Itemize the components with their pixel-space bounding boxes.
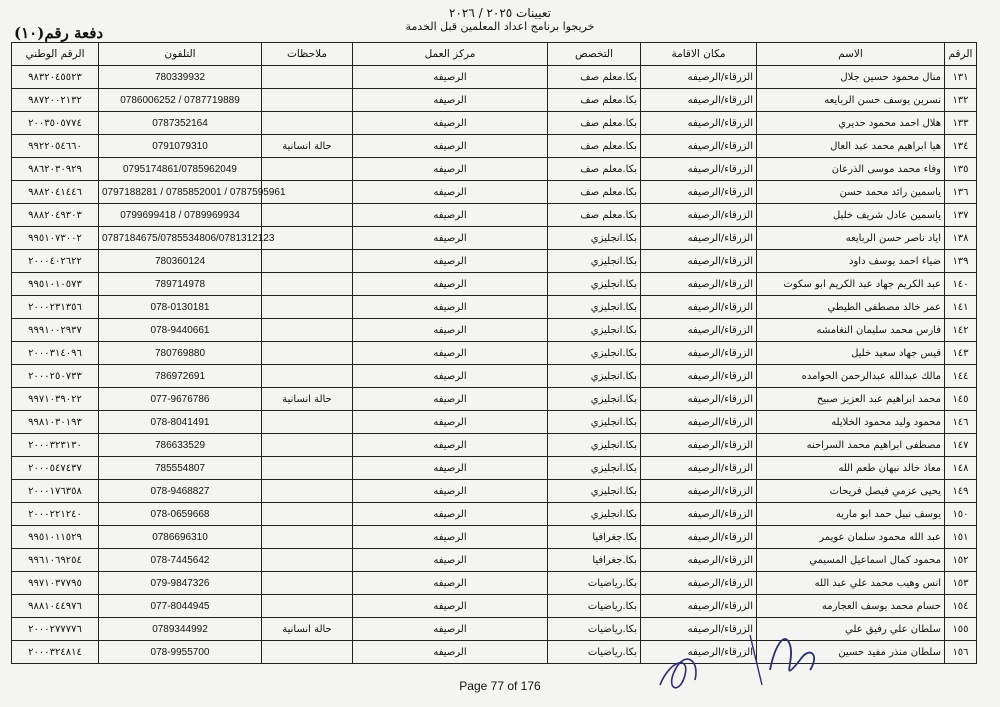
cell-num: ١٤٩ <box>945 480 977 503</box>
cell-workplace: الرصيفه <box>353 273 548 296</box>
table-row <box>12 480 977 503</box>
cell-phone: 0787352164 <box>99 112 262 135</box>
cell-specialty: بكا.جغرافيا <box>548 526 641 549</box>
cell-residence: الزرقاء/الرصيفه <box>641 457 757 480</box>
cell-notes <box>262 227 353 250</box>
cell-name: محمود كمال اسماعيل المسيمي <box>757 549 945 572</box>
cell-national-id: ٢٠٠٠٢٣١٣٥٦ <box>12 296 99 319</box>
cell-national-id: ٢٠٠٠٢٧٧٧٧٦ <box>12 618 99 641</box>
cell-phone: 078-7445642 <box>99 549 262 572</box>
page-number: Page 77 of 176 <box>459 679 541 693</box>
cell-specialty: بكا.رياضيات <box>548 572 641 595</box>
cell-national-id: ٩٩٧١٠٣٩٠٢٢ <box>12 388 99 411</box>
cell-name: قيس جهاد سعيد خليل <box>757 342 945 365</box>
cell-num: ١٣٥ <box>945 158 977 181</box>
cell-specialty: بكا.انجليزي <box>548 296 641 319</box>
table-row <box>12 365 977 388</box>
cell-specialty: بكا.انجليزي <box>548 457 641 480</box>
cell-specialty: بكا.انجليزي <box>548 250 641 273</box>
cell-specialty: بكا.انجليزي <box>548 342 641 365</box>
cell-specialty: بكا.انجليزي <box>548 365 641 388</box>
table-header-row <box>12 43 977 66</box>
cell-residence: الزرقاء/الرصيفه <box>641 204 757 227</box>
cell-notes: حالة انسانية <box>262 618 353 641</box>
cell-notes <box>262 250 353 273</box>
cell-workplace: الرصيفه <box>353 388 548 411</box>
cell-phone: 078-9955700 <box>99 641 262 664</box>
cell-workplace: الرصيفه <box>353 89 548 112</box>
cell-num: ١٣٩ <box>945 250 977 273</box>
col-header-residence: مكان الاقامة <box>641 43 757 66</box>
cell-specialty: بكا.انجليزي <box>548 227 641 250</box>
col-header-phone: التلفون <box>99 43 262 66</box>
cell-notes <box>262 457 353 480</box>
cell-residence: الزرقاء/الرصيفه <box>641 89 757 112</box>
cell-residence: الزرقاء/الرصيفه <box>641 342 757 365</box>
cell-residence: الزرقاء/الرصيفه <box>641 66 757 89</box>
cell-name: حسام محمد يوسف العجارمه <box>757 595 945 618</box>
cell-residence: الزرقاء/الرصيفه <box>641 503 757 526</box>
cell-national-id: ٢٠٠٠١٧٦٣٥٨ <box>12 480 99 503</box>
cell-workplace: الرصيفه <box>353 112 548 135</box>
cell-phone: 786633529 <box>99 434 262 457</box>
cell-num: ١٥٥ <box>945 618 977 641</box>
cell-num: ١٥٣ <box>945 572 977 595</box>
cell-name: عبد الكريم جهاد عبد الكريم ابو سكوت <box>757 273 945 296</box>
cell-residence: الزرقاء/الرصيفه <box>641 365 757 388</box>
cell-phone: 078-9440661 <box>99 319 262 342</box>
cell-num: ١٤٨ <box>945 457 977 480</box>
cell-workplace: الرصيفه <box>353 181 548 204</box>
cell-phone: 780360124 <box>99 250 262 273</box>
cell-residence: الزرقاء/الرصيفه <box>641 319 757 342</box>
cell-notes <box>262 296 353 319</box>
cell-phone: 786972691 <box>99 365 262 388</box>
cell-national-id: ٩٩٨١٠٣٠١٩٣ <box>12 411 99 434</box>
cell-num: ١٤٢ <box>945 319 977 342</box>
cell-national-id: ٩٩٥١٠١٠٥٧٣ <box>12 273 99 296</box>
col-header-name: الاسم <box>757 43 945 66</box>
cell-specialty: بكا.انجليزي <box>548 434 641 457</box>
cell-national-id: ٩٩٥١٠٧٣٠٠٢ <box>12 227 99 250</box>
cell-name: منال محمود حسين جلال <box>757 66 945 89</box>
cell-workplace: الرصيفه <box>353 365 548 388</box>
cell-name: يوسف نبيل حمد ابو ماريه <box>757 503 945 526</box>
cell-name: هلال احمد محمود حديري <box>757 112 945 135</box>
cell-phone: 0786006252 / 0787719889 <box>99 89 262 112</box>
table-row <box>12 158 977 181</box>
cell-workplace: الرصيفه <box>353 549 548 572</box>
cell-workplace: الرصيفه <box>353 319 548 342</box>
cell-num: ١٣٦ <box>945 181 977 204</box>
cell-num: ١٤٦ <box>945 411 977 434</box>
cell-notes <box>262 434 353 457</box>
document-title: تعيينات ٢٠٢٥ / ٢٠٢٦ <box>449 6 551 20</box>
cell-workplace: الرصيفه <box>353 618 548 641</box>
table-row <box>12 181 977 204</box>
cell-residence: الزرقاء/الرصيفه <box>641 480 757 503</box>
cell-phone: 077-9676786 <box>99 388 262 411</box>
cell-workplace: الرصيفه <box>353 503 548 526</box>
cell-specialty: بكا.معلم صف <box>548 135 641 158</box>
cell-workplace: الرصيفه <box>353 342 548 365</box>
cell-specialty: بكا.انجليزي <box>548 273 641 296</box>
cell-national-id: ٩٨٦٢٠٣٠٩٢٩ <box>12 158 99 181</box>
table-row <box>12 66 977 89</box>
cell-workplace: الرصيفه <box>353 480 548 503</box>
cell-residence: الزرقاء/الرصيفه <box>641 158 757 181</box>
cell-num: ١٣٢ <box>945 89 977 112</box>
cell-residence: الزرقاء/الرصيفه <box>641 526 757 549</box>
cell-specialty: بكا.رياضيات <box>548 641 641 664</box>
cell-phone: 079-9847326 <box>99 572 262 595</box>
cell-national-id: ٢٠٠٠٥٤٧٤٣٧ <box>12 457 99 480</box>
cell-specialty: بكا.رياضيات <box>548 595 641 618</box>
cell-num: ١٣٣ <box>945 112 977 135</box>
cell-name: محمد ابراهيم عبد العزيز صبيح <box>757 388 945 411</box>
cell-national-id: ٩٨٣٢٠٤٥٥٢٣ <box>12 66 99 89</box>
cell-national-id: ٩٩٩١٠٠٢٩٣٧ <box>12 319 99 342</box>
cell-phone: 077-8044945 <box>99 595 262 618</box>
cell-notes <box>262 342 353 365</box>
cell-phone: 0797188281 / 0785852001 / 0787595961 <box>99 181 262 204</box>
cell-phone: 0786696310 <box>99 526 262 549</box>
cell-specialty: بكا.انجليزي <box>548 411 641 434</box>
cell-workplace: الرصيفه <box>353 434 548 457</box>
batch-number: دفعة رقم(١٠) <box>14 24 104 42</box>
cell-specialty: بكا.انجليزي <box>548 480 641 503</box>
cell-specialty: بكا.انجليزي <box>548 388 641 411</box>
cell-workplace: الرصيفه <box>353 66 548 89</box>
cell-national-id: ٩٩٢٢٠٥٤٦٦٠ <box>12 135 99 158</box>
cell-national-id: ٩٨٨١٠٤٤٩٧٦ <box>12 595 99 618</box>
table-row <box>12 572 977 595</box>
cell-phone: 0799699418 / 0789969934 <box>99 204 262 227</box>
cell-name: اياد ناصر حسن الربايعه <box>757 227 945 250</box>
cell-national-id: ٢٠٠٠٤٠٢٦٢٢ <box>12 250 99 273</box>
cell-specialty: بكا.جغرافيا <box>548 549 641 572</box>
cell-residence: الزرقاء/الرصيفه <box>641 112 757 135</box>
cell-residence: الزرقاء/الرصيفه <box>641 296 757 319</box>
appointments-table <box>11 42 977 664</box>
table-row <box>12 296 977 319</box>
cell-residence: الزرقاء/الرصيفه <box>641 411 757 434</box>
cell-workplace: الرصيفه <box>353 572 548 595</box>
cell-specialty: بكا.معلم صف <box>548 112 641 135</box>
cell-name: انس وهيب محمد علي عبد الله <box>757 572 945 595</box>
table-row <box>12 250 977 273</box>
cell-num: ١٤١ <box>945 296 977 319</box>
cell-residence: الزرقاء/الرصيفه <box>641 641 757 664</box>
cell-num: ١٥٢ <box>945 549 977 572</box>
cell-phone: 785554807 <box>99 457 262 480</box>
cell-national-id: ٢٠٠٠٢٢١٢٤٠ <box>12 503 99 526</box>
cell-num: ١٣٧ <box>945 204 977 227</box>
cell-specialty: بكا.معلم صف <box>548 89 641 112</box>
cell-workplace: الرصيفه <box>353 250 548 273</box>
cell-num: ١٤٠ <box>945 273 977 296</box>
cell-phone: 789714978 <box>99 273 262 296</box>
cell-national-id: ٢٠٠٠٣٢٤٨١٤ <box>12 641 99 664</box>
cell-notes <box>262 319 353 342</box>
cell-workplace: الرصيفه <box>353 641 548 664</box>
cell-name: مالك عبدالله عبدالرحمن الحوامده <box>757 365 945 388</box>
cell-notes <box>262 66 353 89</box>
cell-name: هيا ابراهيم محمد عبد العال <box>757 135 945 158</box>
table-row <box>12 457 977 480</box>
cell-num: ١٥٠ <box>945 503 977 526</box>
cell-national-id: ٢٠٠٠٢٥٠٧٣٣ <box>12 365 99 388</box>
cell-notes <box>262 112 353 135</box>
table-row <box>12 434 977 457</box>
cell-name: معاذ خالد نبهان طعم الله <box>757 457 945 480</box>
cell-num: ١٤٤ <box>945 365 977 388</box>
cell-name: ياسمين عادل شريف خليل <box>757 204 945 227</box>
cell-residence: الزرقاء/الرصيفه <box>641 250 757 273</box>
cell-residence: الزرقاء/الرصيفه <box>641 618 757 641</box>
cell-residence: الزرقاء/الرصيفه <box>641 549 757 572</box>
cell-num: ١٤٧ <box>945 434 977 457</box>
table-row <box>12 204 977 227</box>
cell-specialty: بكا.معلم صف <box>548 158 641 181</box>
cell-name: سلطان علي رفيق علي <box>757 618 945 641</box>
col-header-workplace: مركز العمل <box>353 43 548 66</box>
cell-notes <box>262 549 353 572</box>
cell-phone: 780769880 <box>99 342 262 365</box>
cell-notes <box>262 480 353 503</box>
table-row <box>12 112 977 135</box>
cell-num: ١٥٦ <box>945 641 977 664</box>
cell-name: سلطان منذر مفيد حسين <box>757 641 945 664</box>
cell-national-id: ٢٠٠٠٣١٤٠٩٦ <box>12 342 99 365</box>
cell-phone: 078-0659668 <box>99 503 262 526</box>
table-row <box>12 135 977 158</box>
cell-phone: 0791079310 <box>99 135 262 158</box>
cell-national-id: ٢٠٠٠٣٢٣١٣٠ <box>12 434 99 457</box>
cell-name: ضياء احمد يوسف داود <box>757 250 945 273</box>
cell-notes <box>262 365 353 388</box>
cell-name: مصطفى ابراهيم محمد السراحنه <box>757 434 945 457</box>
cell-national-id: ٩٨٨٢٠٤١٤٤٦ <box>12 181 99 204</box>
cell-name: عمر خالد مصطفى الطيطي <box>757 296 945 319</box>
cell-name: وفاء محمد موسى الذرعان <box>757 158 945 181</box>
cell-national-id: ٩٩٥١٠١١٥٢٩ <box>12 526 99 549</box>
cell-phone: 078-0130181 <box>99 296 262 319</box>
cell-workplace: الرصيفه <box>353 411 548 434</box>
cell-specialty: بكا.انجليزي <box>548 503 641 526</box>
cell-national-id: ٩٩٦١٠٦٩٢٥٤ <box>12 549 99 572</box>
col-header-specialty: التخصص <box>548 43 641 66</box>
cell-national-id: ٩٨٨٢٠٤٩٣٠٣ <box>12 204 99 227</box>
cell-phone: 0795174861/0785962049 <box>99 158 262 181</box>
cell-num: ١٤٣ <box>945 342 977 365</box>
cell-num: ١٣٨ <box>945 227 977 250</box>
cell-residence: الزرقاء/الرصيفه <box>641 227 757 250</box>
table-row <box>12 388 977 411</box>
table-row <box>12 526 977 549</box>
table-body <box>12 66 977 664</box>
cell-num: ١٥٤ <box>945 595 977 618</box>
cell-num: ١٣١ <box>945 66 977 89</box>
page-header <box>0 6 1000 33</box>
cell-residence: الزرقاء/الرصيفه <box>641 595 757 618</box>
cell-phone: 078-9468827 <box>99 480 262 503</box>
cell-workplace: الرصيفه <box>353 227 548 250</box>
table-row <box>12 273 977 296</box>
cell-national-id: ٢٠٠٣٥٠٥٧٧٤ <box>12 112 99 135</box>
cell-notes <box>262 595 353 618</box>
cell-residence: الزرقاء/الرصيفه <box>641 273 757 296</box>
table-row <box>12 89 977 112</box>
cell-workplace: الرصيفه <box>353 457 548 480</box>
document-subtitle: خريجوا برنامج اعداد المعلمين قبل الخدمة <box>405 20 595 33</box>
col-header-num: الرقم <box>945 43 977 66</box>
cell-notes <box>262 158 353 181</box>
cell-num: ١٤٥ <box>945 388 977 411</box>
table-row <box>12 503 977 526</box>
cell-name: يحيى عزمي فيصل فريحات <box>757 480 945 503</box>
cell-notes <box>262 641 353 664</box>
cell-residence: الزرقاء/الرصيفه <box>641 181 757 204</box>
cell-workplace: الرصيفه <box>353 296 548 319</box>
cell-specialty: بكا.معلم صف <box>548 204 641 227</box>
table-row <box>12 319 977 342</box>
cell-notes: حالة انسانية <box>262 388 353 411</box>
cell-workplace: الرصيفه <box>353 204 548 227</box>
cell-workplace: الرصيفه <box>353 595 548 618</box>
cell-notes <box>262 204 353 227</box>
table-row <box>12 411 977 434</box>
cell-phone: 780339932 <box>99 66 262 89</box>
cell-specialty: بكا.انجليزي <box>548 319 641 342</box>
cell-notes: حالة انسانية <box>262 135 353 158</box>
table-row <box>12 342 977 365</box>
cell-phone: 0787184675/0785534806/0781312123 <box>99 227 262 250</box>
cell-notes <box>262 503 353 526</box>
cell-notes <box>262 572 353 595</box>
cell-national-id: ٩٨٧٢٠٠٢١٣٢ <box>12 89 99 112</box>
cell-national-id: ٩٩٧١٠٣٧٧٩٥ <box>12 572 99 595</box>
cell-residence: الزرقاء/الرصيفه <box>641 135 757 158</box>
col-header-notes: ملاحظات <box>262 43 353 66</box>
cell-notes <box>262 526 353 549</box>
cell-num: ١٥١ <box>945 526 977 549</box>
cell-name: محمود وليد محمود الخلايله <box>757 411 945 434</box>
cell-name: عبد الله محمود سلمان عويمر <box>757 526 945 549</box>
col-header-national-id: الرقم الوطني <box>12 43 99 66</box>
cell-workplace: الرصيفه <box>353 526 548 549</box>
cell-notes <box>262 411 353 434</box>
cell-phone: 078-8041491 <box>99 411 262 434</box>
cell-specialty: بكا.رياضيات <box>548 618 641 641</box>
cell-name: نسرين يوسف حسن الربايعه <box>757 89 945 112</box>
cell-specialty: بكا.معلم صف <box>548 66 641 89</box>
table-row <box>12 227 977 250</box>
cell-workplace: الرصيفه <box>353 135 548 158</box>
cell-notes <box>262 273 353 296</box>
cell-phone: 0789344992 <box>99 618 262 641</box>
cell-specialty: بكا.معلم صف <box>548 181 641 204</box>
cell-residence: الزرقاء/الرصيفه <box>641 434 757 457</box>
table-row <box>12 549 977 572</box>
cell-workplace: الرصيفه <box>353 158 548 181</box>
cell-name: ياسمين رائد محمد حسن <box>757 181 945 204</box>
cell-num: ١٣٤ <box>945 135 977 158</box>
cell-residence: الزرقاء/الرصيفه <box>641 572 757 595</box>
cell-residence: الزرقاء/الرصيفه <box>641 388 757 411</box>
cell-name: فارس محمد سليمان النغامشه <box>757 319 945 342</box>
cell-notes <box>262 89 353 112</box>
